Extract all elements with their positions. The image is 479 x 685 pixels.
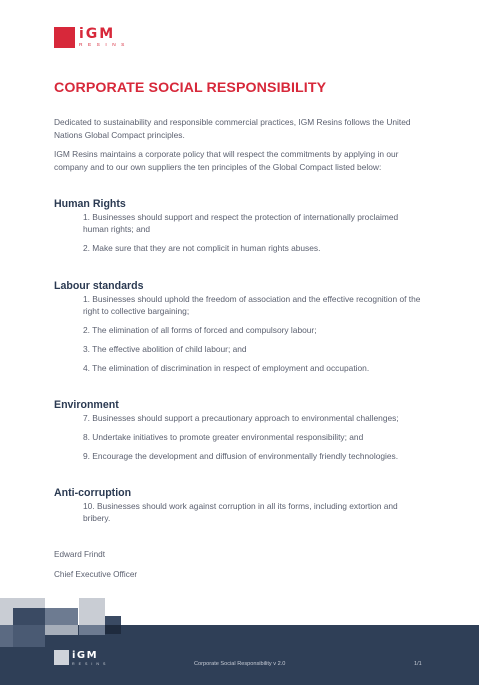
decor-square [105, 616, 121, 625]
footer-logo-square-icon [54, 650, 69, 665]
logo-square-icon [54, 27, 75, 48]
decor-square [45, 608, 78, 625]
list-item: 1. Businesses should support and respect the protection of internationally proclaimed human rights; and [83, 212, 399, 235]
footer-document-name: Corporate Social Responsibility v 2.0 [194, 661, 286, 667]
decor-square [0, 625, 13, 647]
signatory-name: Edward Frindt [54, 550, 105, 559]
section-heading-human-rights: Human Rights [54, 198, 126, 210]
section-heading-environment: Environment [54, 399, 119, 411]
footer-logo-wordmark: iGM [72, 650, 99, 661]
logo-wordmark: iGM [79, 26, 116, 42]
footer-page-number: 1/1 [414, 661, 422, 667]
list-item: 4. The elimination of discrimination in respect of employment and occupation. [83, 363, 370, 373]
list-item: 9. Encourage the development and diffusion of environmentally friendly technologies. [83, 451, 399, 461]
list-item: 2. Make sure that they are not complicit in human rights abuses. [83, 243, 321, 253]
intro-paragraph-2: IGM Resins maintains a corporate policy that will respect the commitments by applying in our company and to our own suppliers the ten principles of the Global Compact listed below: [54, 149, 399, 172]
list-item: 10. Businesses should work against corruption in all its forms, including extortion and bribery. [83, 501, 398, 524]
igm-logo [54, 27, 130, 51]
decor-square [13, 625, 45, 647]
page-title: CORPORATE SOCIAL RESPONSIBILITY [54, 80, 327, 96]
decor-square [45, 625, 78, 635]
list-item: 2. The elimination of all forms of forced and compulsory labour; [83, 325, 317, 335]
list-item: 1. Businesses should uphold the freedom of association and the effective recognition of the right to collective bargaining; [83, 294, 421, 317]
signatory-role: Chief Executive Officer [54, 570, 138, 579]
section-heading-labour-standards: Labour standards [54, 280, 144, 292]
footer-logo [54, 650, 109, 667]
section-heading-anti-corruption: Anti-corruption [54, 487, 132, 499]
decor-square [79, 598, 105, 625]
list-item: 3. The effective abolition of child labour; and [83, 344, 247, 354]
footer-logo-subtitle: RESINS [72, 662, 110, 666]
decor-square [79, 625, 105, 635]
intro-paragraph-1: Dedicated to sustainability and responsible commercial practices, IGM Resins follows the United Nations Global Compact principles. [54, 117, 411, 140]
list-item: 8. Undertake initiatives to promote greater environmental responsibility; and [83, 432, 364, 442]
logo-subtitle: RESINS [79, 43, 130, 48]
decor-square [105, 625, 121, 634]
list-item: 7. Businesses should support a precautionary approach to environmental challenges; [83, 413, 399, 423]
